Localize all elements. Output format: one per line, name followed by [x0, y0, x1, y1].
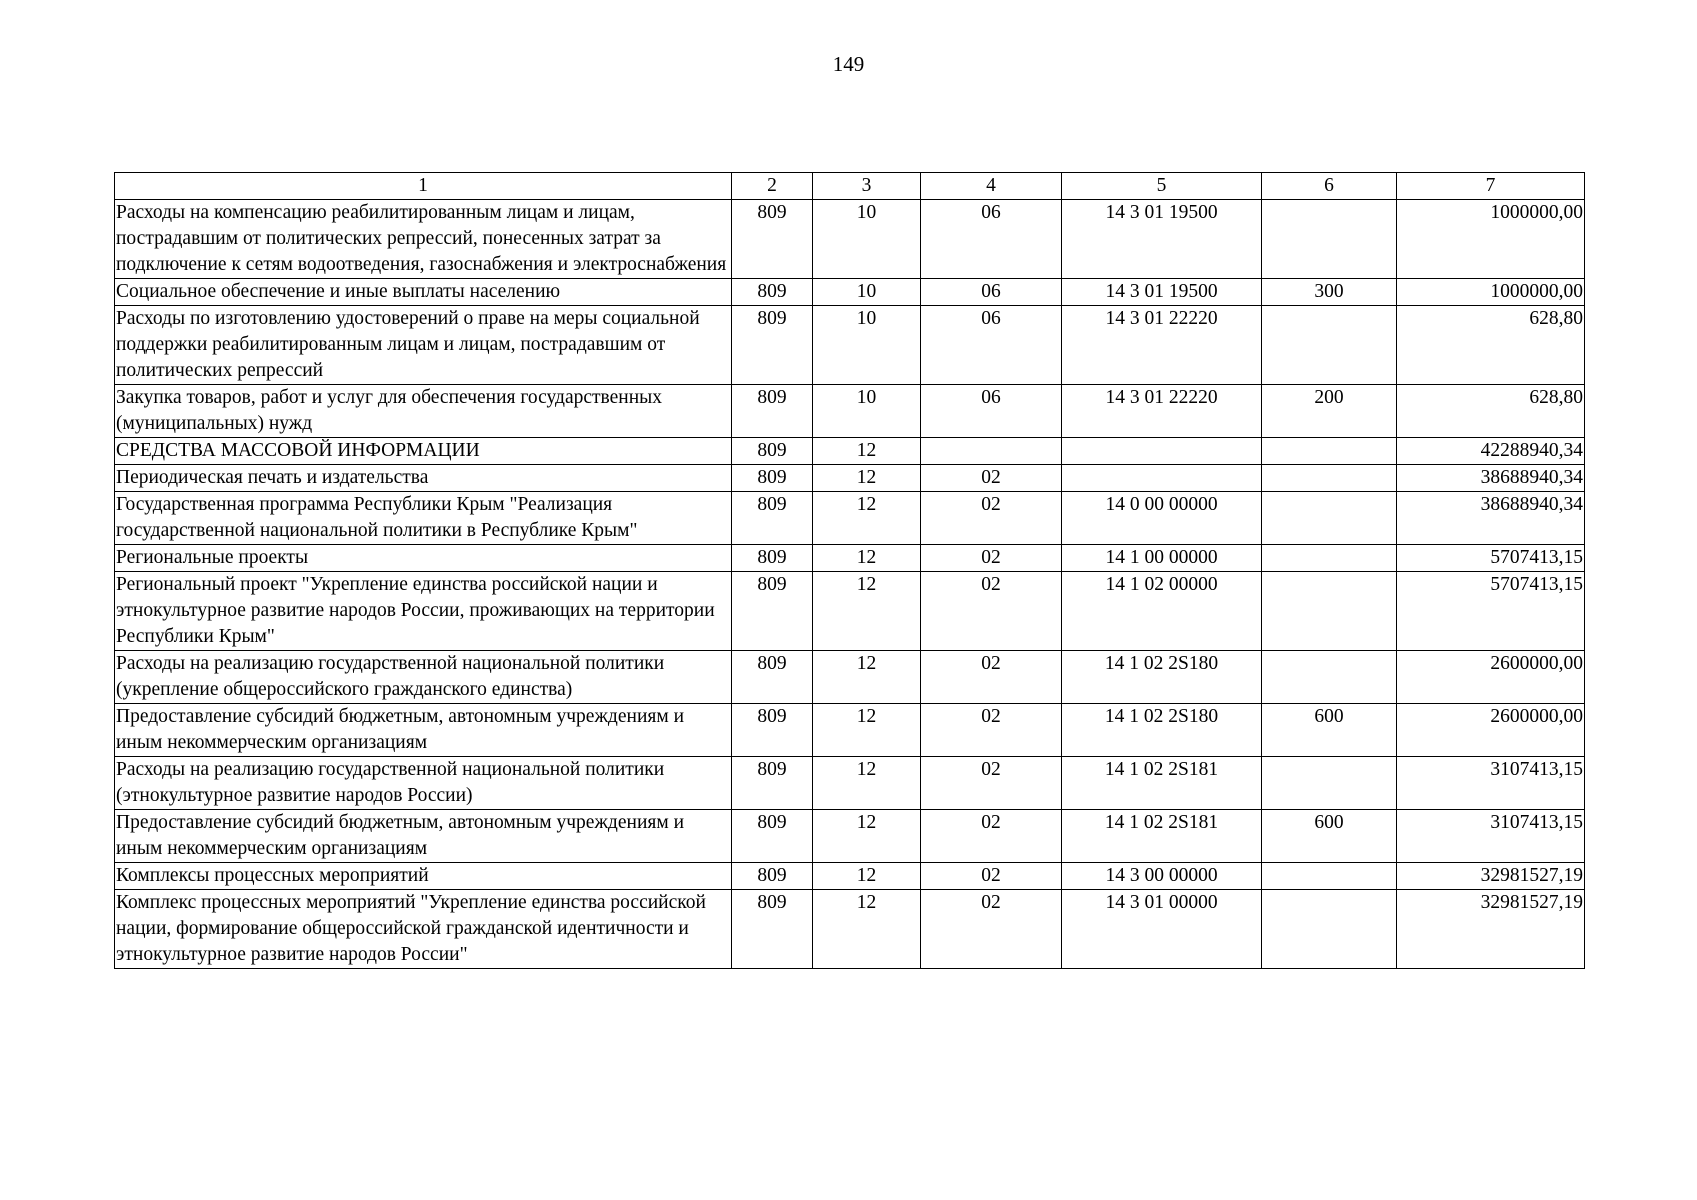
table-row: [115, 438, 1585, 465]
ministry-code-cell: 809: [732, 651, 813, 704]
expense-type-code-cell: [1262, 306, 1397, 385]
expense-type-code-cell: [1262, 492, 1397, 545]
table-row: [115, 279, 1585, 306]
section-code-cell: 12: [813, 438, 921, 465]
ministry-code-cell: 809: [732, 810, 813, 863]
table-row: [115, 651, 1585, 704]
section-code-cell: 12: [813, 465, 921, 492]
amount-cell: 32981527,19: [1397, 890, 1585, 969]
expense-type-code-cell: [1262, 545, 1397, 572]
amount-cell: 38688940,34: [1397, 465, 1585, 492]
item-name-cell: Предоставление субсидий бюджетным, автономным учреждениям и иным некоммерческим организациям: [115, 704, 732, 757]
ministry-code-cell: 809: [732, 279, 813, 306]
ministry-code-cell: 809: [732, 572, 813, 651]
table-header: [115, 173, 1585, 200]
subsection-code-cell: 06: [921, 200, 1062, 279]
table-row: [115, 545, 1585, 572]
item-name-cell: СРЕДСТВА МАССОВОЙ ИНФОРМАЦИИ: [115, 438, 732, 465]
expense-type-code-cell: [1262, 757, 1397, 810]
section-code-cell: 12: [813, 492, 921, 545]
item-name-cell: Комплекс процессных мероприятий "Укрепление единства российской нации, формирование общероссийской гражданской идентичности и этнокультурное развитие народов России": [115, 890, 732, 969]
target-article-code-cell: [1062, 438, 1262, 465]
table-row: [115, 757, 1585, 810]
expense-type-code-cell: [1262, 200, 1397, 279]
amount-cell: 2600000,00: [1397, 651, 1585, 704]
item-name-cell: Предоставление субсидий бюджетным, автономным учреждениям и иным некоммерческим организациям: [115, 810, 732, 863]
target-article-code-cell: 14 3 01 22220: [1062, 306, 1262, 385]
ministry-code-cell: 809: [732, 306, 813, 385]
column-header-6: 6: [1262, 173, 1397, 200]
item-name-cell: Закупка товаров, работ и услуг для обеспечения государственных (муниципальных) нужд: [115, 385, 732, 438]
expense-type-code-cell: 600: [1262, 704, 1397, 757]
target-article-code-cell: 14 1 02 2S181: [1062, 757, 1262, 810]
table-row: [115, 890, 1585, 969]
expense-type-code-cell: 300: [1262, 279, 1397, 306]
subsection-code-cell: 02: [921, 572, 1062, 651]
ministry-code-cell: 809: [732, 890, 813, 969]
ministry-code-cell: 809: [732, 465, 813, 492]
section-code-cell: 12: [813, 757, 921, 810]
target-article-code-cell: 14 1 00 00000: [1062, 545, 1262, 572]
table-row: [115, 810, 1585, 863]
ministry-code-cell: 809: [732, 438, 813, 465]
item-name-cell: Региональные проекты: [115, 545, 732, 572]
expense-type-code-cell: [1262, 438, 1397, 465]
section-code-cell: 12: [813, 545, 921, 572]
amount-cell: 2600000,00: [1397, 704, 1585, 757]
expense-type-code-cell: [1262, 863, 1397, 890]
section-code-cell: 12: [813, 810, 921, 863]
column-header-3: 3: [813, 173, 921, 200]
target-article-code-cell: 14 0 00 00000: [1062, 492, 1262, 545]
item-name-cell: Расходы на реализацию государственной национальной политики (этнокультурное развитие народов России): [115, 757, 732, 810]
amount-cell: 1000000,00: [1397, 279, 1585, 306]
ministry-code-cell: 809: [732, 757, 813, 810]
expense-type-code-cell: [1262, 890, 1397, 969]
target-article-code-cell: 14 3 00 00000: [1062, 863, 1262, 890]
item-name-cell: Региональный проект "Укрепление единства российской нации и этнокультурное развитие народов России, проживающих на территории Республики Крым": [115, 572, 732, 651]
target-article-code-cell: 14 1 02 2S180: [1062, 704, 1262, 757]
amount-cell: 5707413,15: [1397, 572, 1585, 651]
page-number: 149: [832, 52, 865, 76]
column-header-7: 7: [1397, 173, 1585, 200]
amount-cell: 1000000,00: [1397, 200, 1585, 279]
table-row: [115, 385, 1585, 438]
target-article-code-cell: 14 3 01 19500: [1062, 200, 1262, 279]
ministry-code-cell: 809: [732, 385, 813, 438]
expense-type-code-cell: [1262, 465, 1397, 492]
ministry-code-cell: 809: [732, 545, 813, 572]
target-article-code-cell: 14 3 01 00000: [1062, 890, 1262, 969]
section-code-cell: 10: [813, 200, 921, 279]
item-name-cell: Периодическая печать и издательства: [115, 465, 732, 492]
ministry-code-cell: 809: [732, 492, 813, 545]
amount-cell: 628,80: [1397, 385, 1585, 438]
section-code-cell: 10: [813, 306, 921, 385]
table-row: [115, 492, 1585, 545]
column-header-5: 5: [1062, 173, 1262, 200]
subsection-code-cell: 06: [921, 306, 1062, 385]
amount-cell: 5707413,15: [1397, 545, 1585, 572]
table-row: [115, 572, 1585, 651]
table-row: [115, 704, 1585, 757]
subsection-code-cell: 02: [921, 890, 1062, 969]
amount-cell: 38688940,34: [1397, 492, 1585, 545]
target-article-code-cell: 14 1 02 2S181: [1062, 810, 1262, 863]
table-row: [115, 863, 1585, 890]
item-name-cell: Комплексы процессных мероприятий: [115, 863, 732, 890]
item-name-cell: Социальное обеспечение и иные выплаты населению: [115, 279, 732, 306]
column-header-2: 2: [732, 173, 813, 200]
target-article-code-cell: 14 3 01 19500: [1062, 279, 1262, 306]
section-code-cell: 12: [813, 704, 921, 757]
ministry-code-cell: 809: [732, 200, 813, 279]
header-row: [115, 173, 1585, 200]
subsection-code-cell: 02: [921, 704, 1062, 757]
subsection-code-cell: 02: [921, 651, 1062, 704]
table-row: [115, 200, 1585, 279]
expense-type-code-cell: 200: [1262, 385, 1397, 438]
item-name-cell: Расходы по изготовлению удостоверений о праве на меры социальной поддержки реабилитированным лицам и лицам, пострадавшим от политических репрессий: [115, 306, 732, 385]
column-header-4: 4: [921, 173, 1062, 200]
expense-type-code-cell: [1262, 572, 1397, 651]
subsection-code-cell: 02: [921, 465, 1062, 492]
table-row: [115, 465, 1585, 492]
amount-cell: 3107413,15: [1397, 757, 1585, 810]
subsection-code-cell: 02: [921, 757, 1062, 810]
column-header-1: 1: [115, 173, 732, 200]
ministry-code-cell: 809: [732, 863, 813, 890]
target-article-code-cell: 14 1 02 00000: [1062, 572, 1262, 651]
amount-cell: 32981527,19: [1397, 863, 1585, 890]
ministry-code-cell: 809: [732, 704, 813, 757]
expense-type-code-cell: [1262, 651, 1397, 704]
subsection-code-cell: 02: [921, 863, 1062, 890]
subsection-code-cell: 02: [921, 492, 1062, 545]
budget-table: [114, 172, 1585, 969]
table-row: [115, 306, 1585, 385]
target-article-code-cell: 14 1 02 2S180: [1062, 651, 1262, 704]
table-body: [115, 200, 1585, 969]
target-article-code-cell: [1062, 465, 1262, 492]
target-article-code-cell: 14 3 01 22220: [1062, 385, 1262, 438]
subsection-code-cell: 02: [921, 545, 1062, 572]
section-code-cell: 12: [813, 863, 921, 890]
item-name-cell: Государственная программа Республики Крым "Реализация государственной национальной политики в Республике Крым": [115, 492, 732, 545]
amount-cell: 3107413,15: [1397, 810, 1585, 863]
amount-cell: 628,80: [1397, 306, 1585, 385]
subsection-code-cell: 02: [921, 810, 1062, 863]
subsection-code-cell: 06: [921, 279, 1062, 306]
subsection-code-cell: [921, 438, 1062, 465]
item-name-cell: Расходы на компенсацию реабилитированным лицам и лицам, пострадавшим от политических репрессий, понесенных затрат за подключение к сетям водоотведения, газоснабжения и электроснабжения: [115, 200, 732, 279]
subsection-code-cell: 06: [921, 385, 1062, 438]
section-code-cell: 12: [813, 572, 921, 651]
section-code-cell: 12: [813, 651, 921, 704]
section-code-cell: 12: [813, 890, 921, 969]
section-code-cell: 10: [813, 385, 921, 438]
item-name-cell: Расходы на реализацию государственной национальной политики (укрепление общероссийского гражданского единства): [115, 651, 732, 704]
amount-cell: 42288940,34: [1397, 438, 1585, 465]
section-code-cell: 10: [813, 279, 921, 306]
expense-type-code-cell: 600: [1262, 810, 1397, 863]
